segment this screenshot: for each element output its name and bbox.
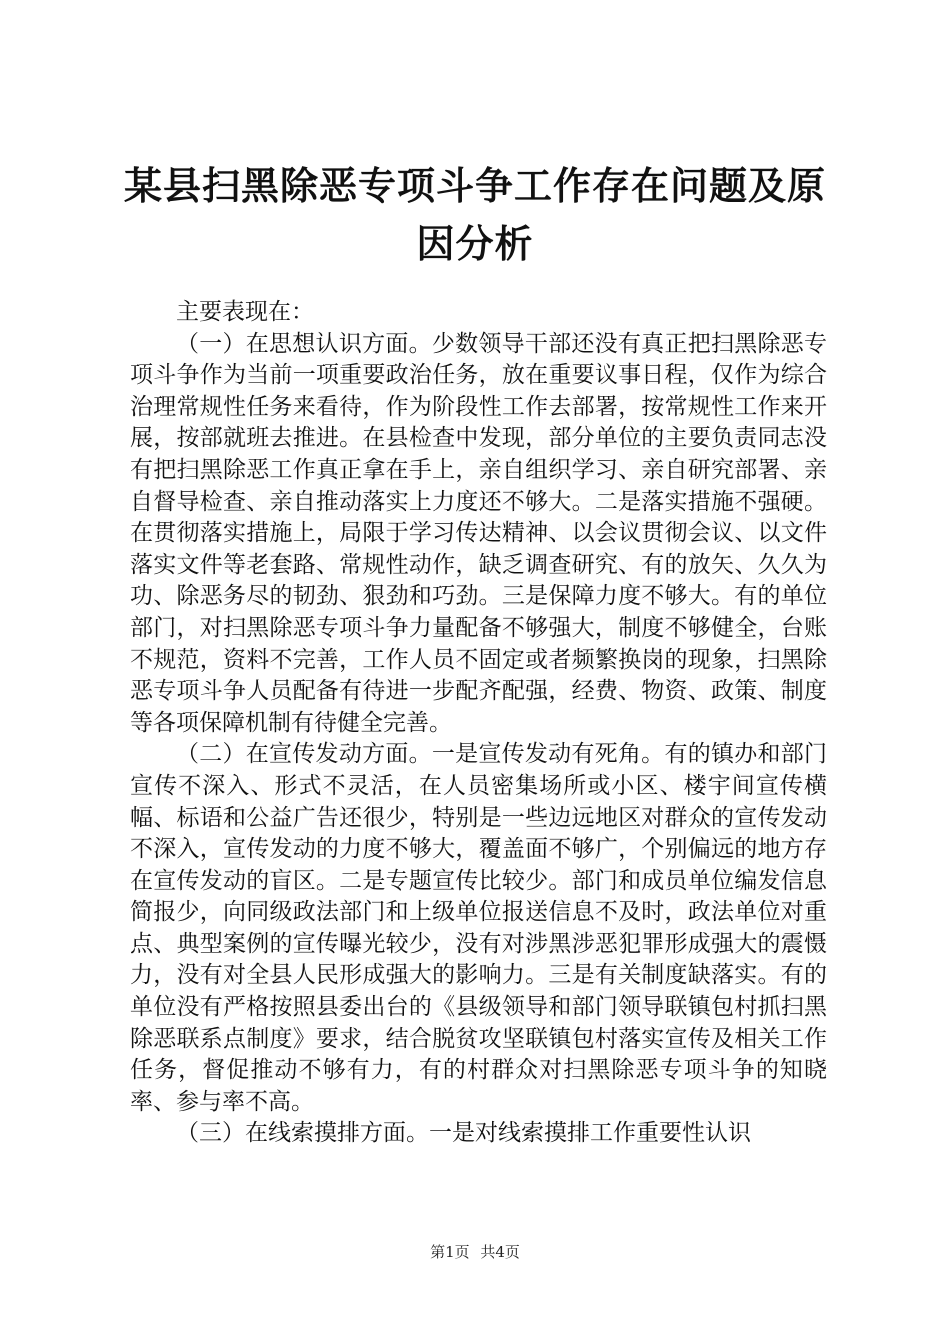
page-total: 共4页: [480, 1243, 520, 1261]
paragraph-intro: 主要表现在：: [176, 299, 314, 325]
paragraph-section-3: （三）在线索摸排方面。一是对线索摸排工作重要性认识: [176, 1120, 751, 1147]
paragraph-section-1: （一）在思想认识方面。少数领导干部还没有真正把扫黑除恶专项斗争作为当前一项重要政治任务，放在重要议事日程，仅作为综合治理常规性任务来看待，作为阶段性工作去部署，按常规性工作来开展，按部就班去推进。在县检查中发现，部分单位的主要负责同志没有把扫黑除恶工作真正拿在手上，亲自组织学习、亲自研究部署、亲自督导检查、亲自推动落实上力度还不够大。二是落实措施不强硬。在贯彻落实措施上，局限于学习传达精神、以会议贯彻会议、以文件落实文件等老套路、常规性动作，缺乏调查研究、有的放矢、久久为功、除恶务尽的韧劲、狠劲和巧劲。三是保障力度不够大。有的单位部门，对扫黑除恶专项斗争力量配备不够强大，制度不够健全，台账不规范，资料不完善，工作人员不固定或者频繁换岗的现象，扫黑除恶专项斗争人员配备有待进一步配齐配强，经费、物资、政策、制度等各项保障机制有待健全完善。: [130, 330, 827, 736]
document-body: [130, 297, 827, 1150]
paragraph-section-2: （二）在宣传发动方面。一是宣传发动有死角。有的镇办和部门宣传不深入、形式不灵活，在人员密集场所或小区、楼宇间宣传横幅、标语和公益广告还很少，特别是一些边远地区对群众的宣传发动不深入，宣传发动的力度不够大，覆盖面不够广，个别偏远的地方存在宣传发动的盲区。二是专题宣传比较少。部门和成员单位编发信息简报少，向同级政法部门和上级单位报送信息不及时，政法单位对重点、典型案例的宣传曝光较少，没有对涉黑涉恶犯罪形成强大的震慑力，没有对全县人民形成强大的影响力。三是有关制度缺落实。有的单位没有严格按照县委出台的《县级领导和部门领导联镇包村抓扫黑除恶联系点制度》要求，结合脱贫攻坚联镇包村落实宣传及相关工作任务，督促推动不够有力，有的村群众对扫黑除恶专项斗争的知晓率、参与率不高。: [130, 741, 827, 1115]
page-number: 第1页: [430, 1243, 470, 1261]
document-title: 某县扫黑除恶专项斗争工作存在问题及原因分析: [123, 163, 826, 266]
page-footer: [0, 1242, 950, 1262]
